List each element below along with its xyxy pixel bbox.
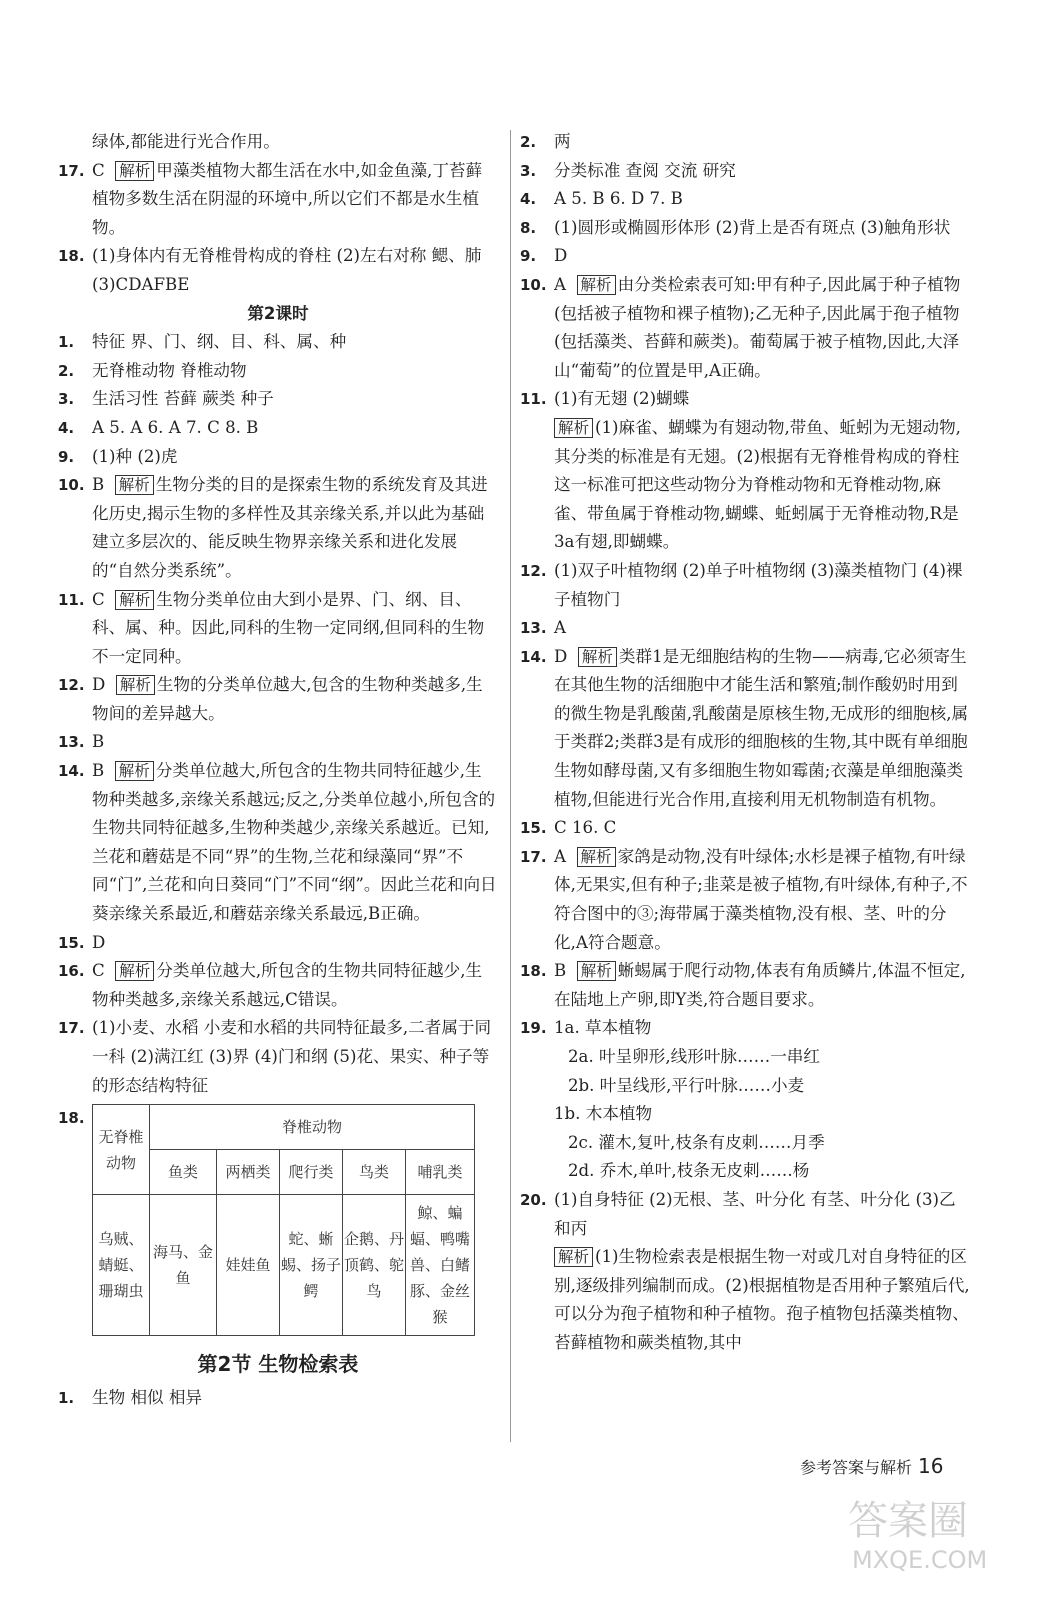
- answer-item: [520, 185, 972, 214]
- invertebrate-header: 无脊椎动物: [93, 1105, 150, 1195]
- answer-item: [58, 957, 498, 1014]
- analysis-tag: 解析: [577, 275, 616, 295]
- analysis-tag: 解析: [115, 475, 154, 495]
- vertebrate-header: 脊椎动物: [150, 1105, 475, 1150]
- answer-choice: A: [554, 274, 566, 294]
- right-column: [520, 128, 972, 1358]
- watermark-title: 答案圈: [848, 1498, 968, 1544]
- answer-text: A 5. B 6. D 7. B: [554, 189, 683, 209]
- answer-item: [58, 357, 498, 386]
- answer-item: [58, 443, 498, 472]
- item-number: 13.: [520, 619, 547, 638]
- item-number: 18.: [58, 247, 85, 266]
- answer-item: [58, 1014, 498, 1100]
- item-number: 2.: [520, 133, 537, 151]
- answer-item: [520, 128, 972, 157]
- item-number: 10.: [520, 275, 547, 294]
- answer-text: 类群1是无细胞结构的生物——病毒,它必须寄生在其他生物的活细胞中才能生活和繁殖;制作酸奶时用到的微生物是乳酸菌,乳酸菌是原核生物,无成形的细胞核,属于类群2;类群3是有成形的细胞核的生物,其中既有单细胞生物如酵母菌,又有多细胞生物如霉菌;衣藻是单细胞藻类植物,但能进行光合作用,直接利用无机物制造有机物。: [554, 646, 969, 809]
- answer-text: 分类单位越大,所包含的生物共同特征越少,生物种类越多,亲缘关系越远;反之,分类单位越小,所包含的生物共同特征越多,生物种类越少,亲缘关系越近。已知,兰花和蘑菇是不同“界”的生物,兰花和绿藻同“界”不同“门”,兰花和向日葵同“门”不同“纲”。因此兰花和向日葵亲缘关系最近,和蘑菇亲缘关系最远,B正确。: [92, 761, 497, 924]
- item-number: 19.: [520, 1019, 547, 1038]
- analysis-tag: 解析: [577, 847, 616, 867]
- key-line: 2b. 叶呈线形,平行叶脉……小麦: [568, 1075, 805, 1095]
- analysis-tag: 解析: [578, 647, 617, 667]
- answer-item: [520, 843, 972, 957]
- column-divider: [510, 130, 511, 1442]
- key-line: 2c. 灌木,复叶,枝条有皮刺……月季: [568, 1132, 825, 1152]
- answer-text: (1)小麦、水稻 小麦和水稻的共同特征最多,二者属于同一科 (2)满江红 (3)界 (4)门和纲 (5)花、果实、种子等的形态结构特征: [92, 1018, 492, 1095]
- answer-choice: D: [92, 675, 106, 695]
- answer-choice: C: [92, 160, 105, 180]
- item-number: 8.: [520, 218, 537, 237]
- key-line: 1b. 木本植物: [554, 1104, 653, 1124]
- item-number: 18.: [520, 962, 547, 981]
- answer-text: 生物 相似 相异: [92, 1388, 203, 1408]
- answer-text: 两: [554, 132, 571, 151]
- item-number: 1.: [58, 333, 75, 352]
- answer-text: 分类单位越大,所包含的生物共同特征越少,生物种类越多,亲缘关系越远,C错误。: [92, 961, 483, 1009]
- answer-item: [58, 671, 498, 728]
- answer-text: 生物的分类单位越大,包含的生物种类越多,生物间的差异越大。: [92, 675, 483, 723]
- answer-item: [520, 814, 972, 843]
- answer-item: [520, 242, 972, 271]
- answer-text: (1)双子叶植物纲 (2)单子叶植物纲 (3)藻类植物门 (4)裸子植物门: [554, 560, 963, 609]
- item-number: 17.: [58, 1019, 85, 1038]
- answer-text: 由分类检索表可知:甲有种子,因此属于种子植物(包括被子植物和裸子植物);乙无种子,因此属于孢子植物(包括藻类、苔藓和蕨类)。葡萄属于被子植物,因此,大泽山“葡萄”的位置是甲,A正确。: [554, 274, 961, 380]
- answer-text: A 5. A 6. A 7. C 8. B: [92, 417, 259, 437]
- analysis-tag: 解析: [554, 418, 593, 438]
- answer-choice: B: [92, 475, 105, 495]
- answer-item: [58, 328, 498, 357]
- item-number: 9.: [58, 447, 75, 466]
- answer-item: [58, 242, 498, 299]
- item-number: 9.: [520, 247, 537, 266]
- analysis-tag: 解析: [115, 961, 154, 981]
- table-cell: 企鹅、丹顶鹤、鸵鸟: [343, 1195, 406, 1336]
- classification-table: [92, 1104, 475, 1336]
- answer-item: [520, 643, 972, 815]
- key-line: 2a. 叶呈卵形,线形叶脉……一串红: [568, 1047, 820, 1066]
- item-number: 15.: [520, 819, 547, 838]
- answer-item: [520, 1186, 972, 1358]
- table-cell: 鲸、蝙蝠、鸭嘴兽、白鳍豚、金丝猴: [406, 1195, 475, 1336]
- answer-item: [58, 728, 498, 757]
- table-cell: 娃娃鱼: [217, 1195, 280, 1336]
- analysis-tag: 解析: [115, 161, 154, 181]
- page-number: 16: [918, 1454, 944, 1478]
- table-cell: 蛇、蜥蜴、扬子鳄: [280, 1195, 343, 1336]
- answer-item: [58, 385, 498, 414]
- column-header: 鸟类: [343, 1150, 406, 1195]
- item-number: 3.: [58, 390, 75, 409]
- column-header: 哺乳类: [406, 1150, 475, 1195]
- answer-item: [520, 614, 972, 643]
- answer-text: 家鸽是动物,没有叶绿体;水杉是裸子植物,有叶绿体,无果实,但有种子;韭菜是被子植物,有叶绿体,有种子,不符合图中的③;海带属于藻类植物,没有根、茎、叶的分化,A符合题意。: [554, 846, 968, 952]
- answer-item: [58, 471, 498, 585]
- item-number: 16.: [58, 962, 85, 981]
- answer-item-table: [58, 1104, 498, 1336]
- answer-text: (1)种 (2)虎: [92, 446, 178, 466]
- item-number: 20.: [520, 1190, 547, 1209]
- answer-text: B: [92, 732, 105, 752]
- table-cell: 海马、金鱼: [150, 1195, 217, 1336]
- answer-item: [58, 157, 498, 243]
- item-number: 12.: [520, 561, 547, 580]
- item-number: 11.: [520, 390, 547, 409]
- continued-text: 绿体,都能进行光合作用。: [92, 132, 280, 151]
- column-header: 鱼类: [150, 1150, 217, 1195]
- answer-text: 甲藻类植物大都生活在水中,如金鱼藻,丁苔藓植物多数生活在阴湿的环境中,所以它们不都是水生植物。: [92, 160, 483, 237]
- item-number: 15.: [58, 933, 85, 952]
- left-column: [58, 128, 498, 1413]
- item-number: 17.: [58, 161, 85, 180]
- answer-text: (1)自身特征 (2)无根、茎、叶分化 有茎、叶分化 (3)乙和丙: [554, 1189, 956, 1238]
- answer-text: A: [554, 618, 566, 638]
- answer-text: 生物分类单位由大到小是界、门、纲、目、科、属、种。因此,同科的生物一定同纲,但同科的生物不一定同种。: [92, 589, 485, 666]
- key-line: 1a. 草本植物: [554, 1018, 652, 1038]
- answer-choice: B: [92, 761, 105, 781]
- item-number: 14.: [58, 762, 85, 781]
- item-number: 12.: [58, 676, 85, 695]
- column-header: 两栖类: [217, 1150, 280, 1195]
- analysis-text: (1)麻雀、蝴蝶为有翅动物,带鱼、蚯蚓为无翅动物,其分类的标准是有无翅。(2)根据有无脊椎骨构成的脊柱这一标准可把这些动物分为脊椎动物和无脊椎动物,麻雀、带鱼属于脊椎动物,蝴蝶、蚯蚓属于无脊椎动物,R是3a有翅,即蝴蝶。: [554, 417, 961, 552]
- answer-text: 生活习性 苔藓 蕨类 种子: [92, 389, 274, 409]
- column-header: 爬行类: [280, 1150, 343, 1195]
- answer-text: (1)圆形或椭圆形体形 (2)背上是否有斑点 (3)触角形状: [554, 217, 951, 237]
- answer-choice: C: [92, 961, 105, 981]
- answer-text: 生物分类的目的是探索生物的系统发育及其进化历史,揭示生物的多样性及其亲缘关系,并以此为基础建立多层次的、能反映生物界亲缘关系和进化发展的“自然分类系统”。: [92, 475, 488, 580]
- answer-item: [520, 385, 972, 557]
- answer-text: 无脊椎动物 脊椎动物: [92, 360, 247, 380]
- answer-item: [520, 157, 972, 186]
- answer-choice: C: [92, 589, 105, 609]
- analysis-tag: 解析: [116, 675, 155, 695]
- item-number: 3.: [520, 161, 537, 180]
- item-number: 4.: [520, 190, 537, 209]
- answer-choice: D: [554, 646, 568, 666]
- watermark-url: MXQE.COM: [852, 1546, 988, 1574]
- analysis-tag: 解析: [115, 590, 154, 610]
- analysis-text: (1)生物检索表是根据生物一对或几对自身特征的区别,逐级排列编制而成。(2)根据植物是否用种子繁殖后代,可以分为孢子植物和种子植物。孢子植物包括藻类植物、苔藓植物和蕨类植物,其中: [554, 1247, 970, 1352]
- answer-item: [520, 557, 972, 614]
- item-number: 14.: [520, 647, 547, 666]
- page-footer: [800, 1454, 943, 1478]
- item-number: 18.: [58, 1109, 85, 1128]
- answer-item: [520, 271, 972, 385]
- answer-text: D: [92, 932, 106, 952]
- item-number: 4.: [58, 418, 75, 437]
- item-number: 1.: [58, 1389, 75, 1408]
- table-cell: 乌贼、蜻蜓、珊瑚虫: [93, 1195, 150, 1336]
- lesson-title: 第2课时: [247, 303, 309, 323]
- answer-item: [58, 757, 498, 929]
- answer-item: [58, 414, 498, 443]
- answer-text: 特征 界、门、纲、目、科、属、种: [92, 332, 347, 352]
- answer-choice: A: [554, 846, 566, 866]
- item-number: 17.: [520, 847, 547, 866]
- analysis-tag: 解析: [577, 961, 616, 981]
- item-number: 2.: [58, 361, 75, 380]
- watermark-logo: [840, 1486, 1010, 1576]
- answer-item: [58, 1384, 498, 1413]
- item-number: 10.: [58, 476, 85, 495]
- answer-item: [58, 929, 498, 958]
- answer-item: [58, 586, 498, 672]
- analysis-tag: 解析: [115, 761, 154, 781]
- answer-text: 蜥蜴属于爬行动物,体表有角质鳞片,体温不恒定,在陆地上产卵,即Y类,符合题目要求。: [554, 961, 966, 1009]
- answer-text: D: [554, 246, 568, 266]
- answer-text: C 16. C: [554, 818, 617, 838]
- answer-item-key: [520, 1014, 972, 1186]
- analysis-tag: 解析: [554, 1247, 593, 1267]
- answer-item: [520, 957, 972, 1014]
- answer-text: (1)有无翅 (2)蝴蝶: [554, 389, 690, 409]
- footer-label: 参考答案与解析: [800, 1458, 913, 1477]
- answer-item: [520, 214, 972, 243]
- answer-text: (1)身体内有无脊椎骨构成的脊柱 (2)左右对称 鳃、肺 (3)CDAFBE: [92, 246, 482, 294]
- item-number: 11.: [58, 590, 85, 609]
- item-number: 13.: [58, 733, 85, 752]
- answer-choice: B: [554, 961, 567, 981]
- section-title: 第2节 生物检索表: [197, 1352, 359, 1377]
- answer-text: 分类标准 查阅 交流 研究: [554, 160, 736, 180]
- key-line: 2d. 乔木,单叶,枝条无皮刺……杨: [568, 1161, 810, 1181]
